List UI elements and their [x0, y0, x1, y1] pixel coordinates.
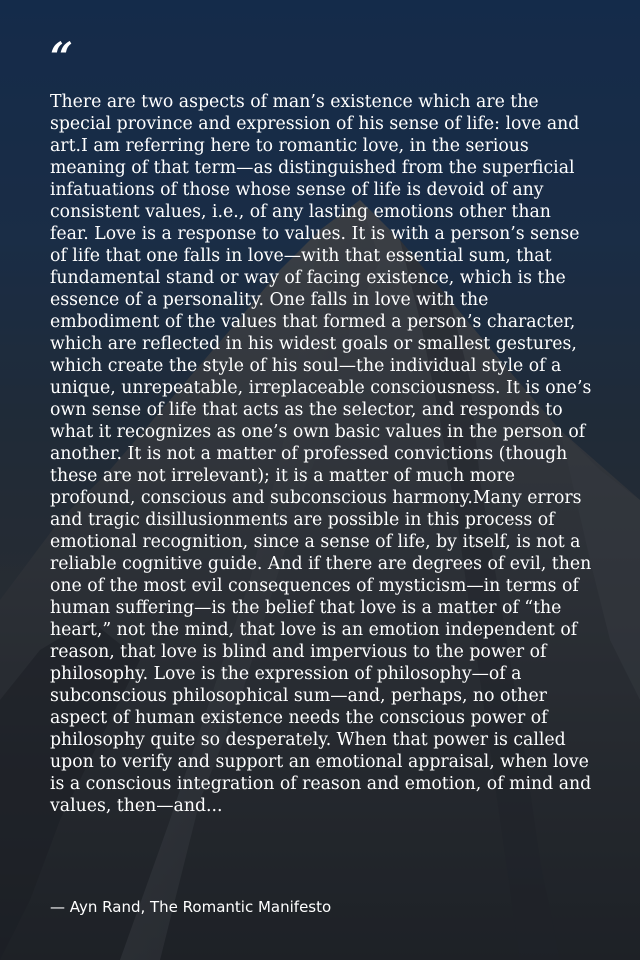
- quote-text: There are two aspects of man’s existence which are the special province and expression of his sense of life: love and art.I am referring here to romantic love, in the serious meaning of that term—as distinguished from the superficial infatuations of those whose sense of life is devoid of any consistent values, i.e., of any lasting emotions other than fear. Love is a response to values. It is with a person’s sense of life that one falls in love—with that essential sum, that fundamental stand or way of facing existence, which is the essence of a personality. One falls in love with the embodiment of the values that formed a person’s character, which are reflected in his widest goals or smallest gestures, which create the style of his soul—the individual style of a unique, unrepeatable, irreplaceable consciousness. It is one’s own sense of life that acts as the selector, and responds to what it recognizes as one’s own basic values in the person of another. It is not a matter of professed convictions (though these are not irrelevant); it is a matter of much more profound, conscious and subconscious harmony.Many errors and tragic disillusionments are possible in this process of emotional recognition, since a sense of life, by itself, is not a reliable cognitive guide. And if there are degrees of evil, then one of the most evil consequences of mysticism—in terms of human suffering—is the belief that love is a matter of “the heart,” not the mind, that love is an emotion independent of reason, that love is blind and impervious to the power of philosophy. Love is the expression of philosophy—of a subconscious philosophical sum—and, perhaps, no other aspect of human existence needs the conscious power of philosophy quite so desperately. When that power is called upon to verify and support an emotional appraisal, when love is a conscious integration of reason and emotion, of mind and values, then—and...: [50, 92, 592, 816]
- quote-attribution: — Ayn Rand, The Romantic Manifesto: [50, 898, 332, 916]
- open-quote-icon: “: [50, 34, 74, 81]
